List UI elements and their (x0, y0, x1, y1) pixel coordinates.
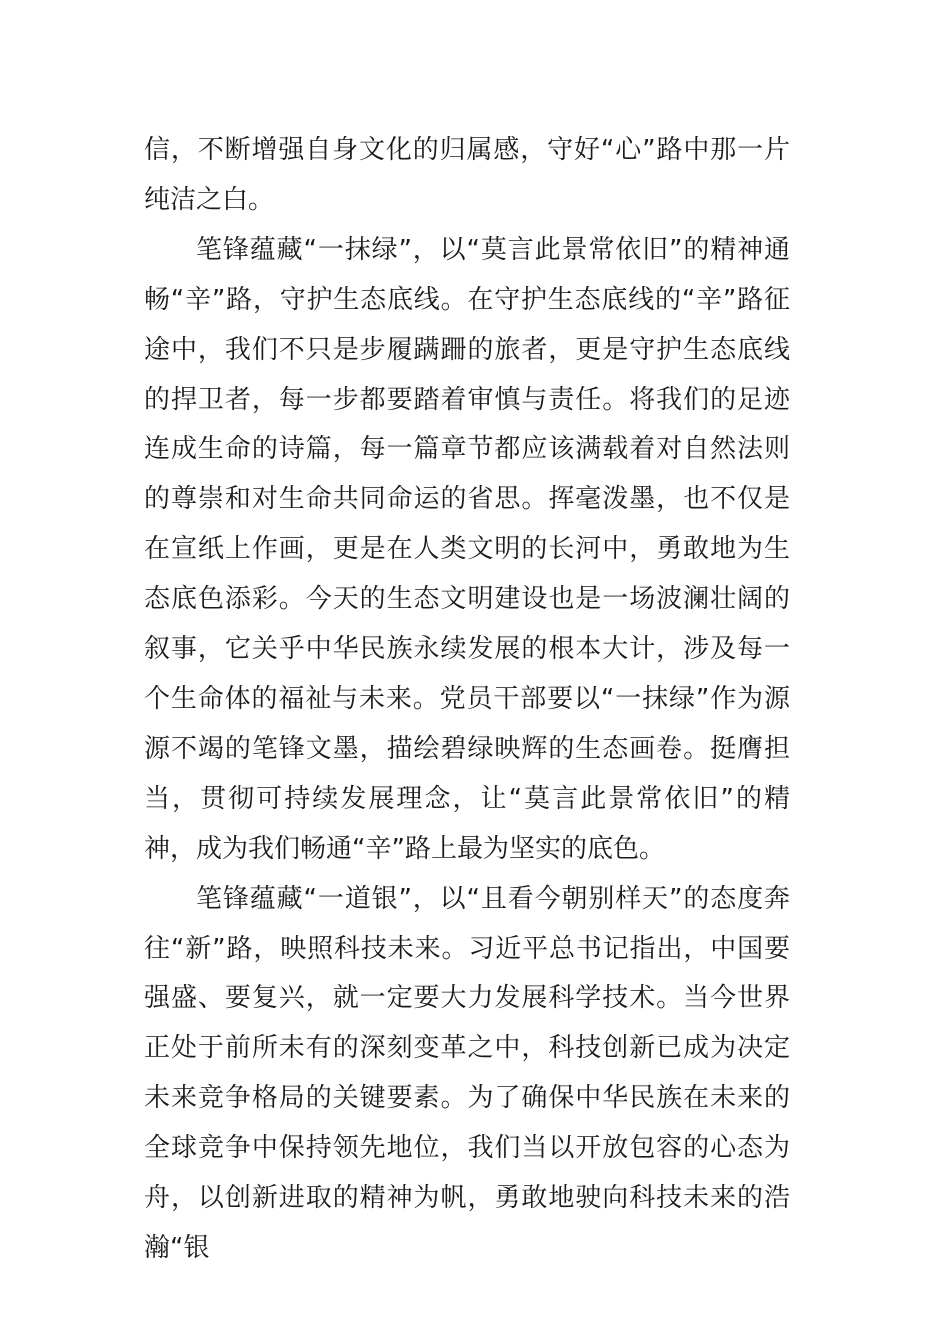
paragraph-continuation: 信，不断增强自身文化的归属感，守好“心”路中那一片纯洁之白。 (144, 135, 790, 215)
paragraph-green: 笔锋蕴藏“一抹绿”，以“莫言此景常依旧”的精神通畅“辛”路，守护生态底线。在守护生态底线的“辛”路征途中，我们不只是步履蹒跚的旅者，更是守护生态底线的捍卫者，每一步都要踏着审慎与责任。将我们的足迹连成生命的诗篇，每一篇章节都应该满载着对自然法则的尊崇和对生命共同命运的省思。挥毫泼墨，也不仅是在宣纸上作画，更是在人类文明的长河中，勇敢地为生态底色添彩。今天的生态文明建设也是一场波澜壮阔的叙事，它关乎中华民族永续发展的根本大计，涉及每一个生命体的福祉与未来。党员干部要以“一抹绿”作为源源不竭的笔锋文墨，描绘碧绿映辉的生态画卷。挺膺担当，贯彻可持续发展理念，让“莫言此景常依旧”的精神，成为我们畅通“辛”路上最为坚实的底色。 (144, 234, 790, 864)
paragraph-silver: 笔锋蕴藏“一道银”，以“且看今朝别样天”的态度奔往“新”路，映照科技未来。习近平总书记指出，中国要强盛、要复兴，就一定要大力发展科学技术。当今世界正处于前所未有的深刻变革之中，科技创新已成为决定未来竞争格局的关键要素。为了确保中华民族在未来的全球竞争中保持领先地位，我们当以开放包容的心态为舟，以创新进取的精神为帆，勇敢地驶向科技未来的浩瀚“银 (144, 883, 790, 1263)
document-body (144, 126, 790, 1274)
